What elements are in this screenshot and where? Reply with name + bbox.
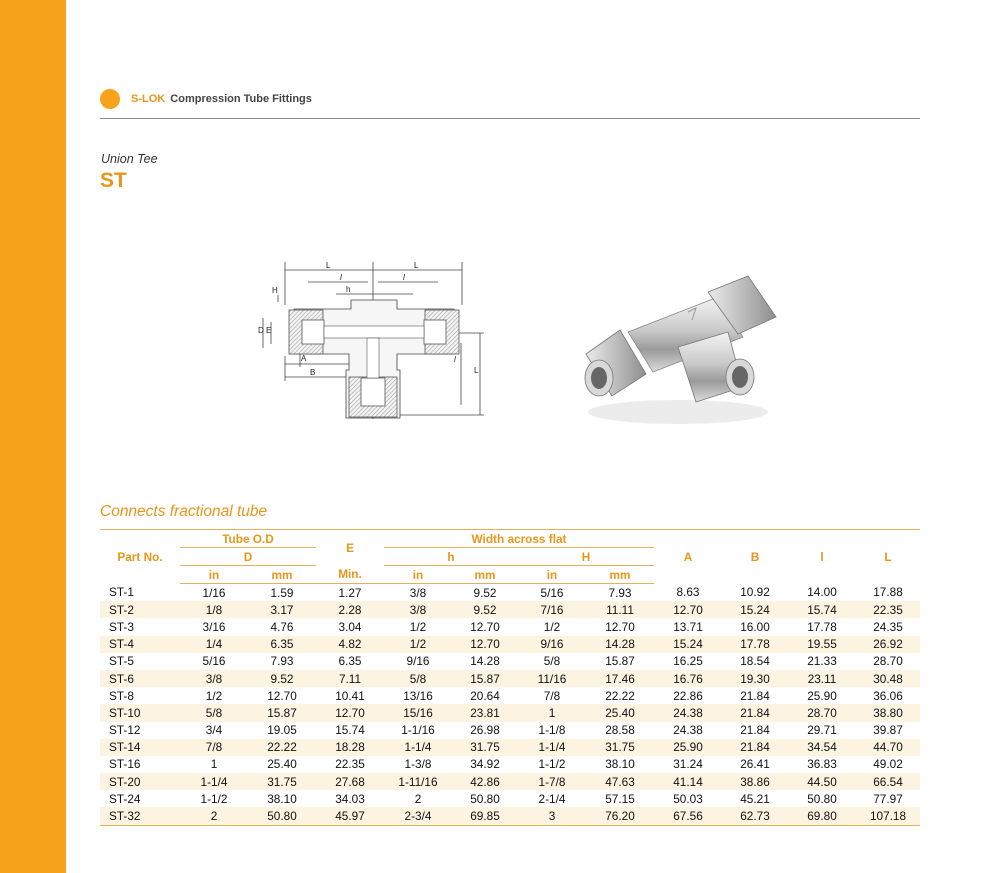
header-unit: mm: [452, 566, 518, 584]
table-cell: 3.17: [248, 601, 316, 618]
table-cell: 1-1/4: [518, 739, 586, 756]
table-cell: 4.76: [270, 619, 294, 634]
table-cell: 45.21: [740, 791, 770, 806]
table-cell: 22.86: [673, 688, 703, 703]
table-cell: 20.64: [470, 688, 500, 703]
table-cell: 1-7/8: [518, 773, 586, 790]
table-row: [100, 653, 920, 670]
table-cell: 1/2: [205, 688, 223, 703]
table-cell: 12.70: [654, 601, 722, 618]
table-cell: 21.84: [722, 739, 788, 756]
table-cell: 1/2: [409, 619, 427, 634]
table-cell: 1: [210, 757, 218, 772]
sidebar-accent-bar: [0, 0, 66, 873]
header-unit: mm: [586, 566, 654, 584]
table-cell: 15.87: [605, 654, 635, 669]
table-cell: 6.35: [248, 636, 316, 653]
table-cell: 14.00: [807, 585, 837, 600]
table-cell: 31.24: [673, 757, 703, 772]
header-unit: Min.: [316, 566, 384, 584]
table-cell: 17.78: [722, 636, 788, 653]
table-cell: 50.80: [470, 791, 500, 806]
table-cell: 1-1/2: [538, 757, 566, 772]
table-cell: 18.28: [316, 739, 384, 756]
table-cell: 6.35: [338, 654, 362, 669]
table-cell: 21.33: [807, 654, 837, 669]
table-cell: 39.87: [873, 723, 903, 738]
table-cell: 31.75: [248, 773, 316, 790]
part-number-cell: ST-20: [100, 773, 180, 790]
table-cell: 1-3/8: [404, 757, 432, 772]
table-cell: 9.52: [452, 601, 518, 618]
table-cell: 17.88: [873, 585, 903, 600]
table-cell: 41.14: [654, 773, 722, 790]
header-D: D: [180, 548, 316, 566]
table-cell: 3/8: [409, 585, 427, 600]
table-cell: 2: [414, 791, 422, 806]
table-title: Connects fractional tube: [100, 503, 268, 520]
table-cell: 26.41: [740, 757, 770, 772]
table-cell: 22.22: [605, 688, 635, 703]
table-cell: 5/16: [540, 585, 564, 600]
table-cell: 3/16: [202, 619, 226, 634]
table-cell: 15/16: [384, 704, 452, 721]
table-cell: 1-1/8: [538, 723, 566, 738]
table-cell: 1/8: [180, 601, 248, 618]
table-cell: 14.28: [470, 654, 500, 669]
table-cell: 2: [180, 807, 248, 825]
table-cell: 15.24: [722, 601, 788, 618]
table-cell: 1-1/4: [180, 773, 248, 790]
brand-title: [131, 93, 312, 105]
product-photo: [568, 262, 788, 432]
table-cell: 24.35: [873, 619, 903, 634]
table-cell: 22.35: [335, 757, 365, 772]
dim-H: H: [272, 286, 278, 295]
table-row: [100, 773, 920, 790]
dim-l-left: l: [340, 273, 342, 282]
dim-L-vert: L: [474, 366, 479, 375]
table-cell: 1-11/16: [384, 773, 452, 790]
table-cell: 13/16: [403, 688, 433, 703]
table-cell: 3/8: [180, 670, 248, 687]
table-cell: 10.41: [335, 688, 365, 703]
brand-dot-icon: [100, 89, 120, 109]
table-cell: 1-1/4: [384, 739, 452, 756]
part-number-cell: ST-10: [100, 704, 180, 721]
dim-E: E: [266, 326, 272, 335]
table-cell: 2-1/4: [538, 791, 566, 806]
table-cell: 25.90: [807, 688, 837, 703]
table-cell: 44.50: [788, 773, 856, 790]
table-cell: 31.75: [586, 739, 654, 756]
table-cell: 1/4: [180, 636, 248, 653]
table-cell: 50.80: [248, 807, 316, 825]
table-cell: 9.52: [473, 585, 497, 600]
table-cell: 21.84: [722, 704, 788, 721]
table-cell: 5/8: [384, 670, 452, 687]
product-subtitle: Union Tee: [101, 152, 158, 166]
table-cell: 19.55: [788, 636, 856, 653]
table-cell: 3: [518, 807, 586, 825]
table-cell: 5/16: [202, 654, 226, 669]
table-cell: 26.92: [856, 636, 920, 653]
header-unit: in: [384, 566, 452, 584]
table-cell: 16.25: [673, 654, 703, 669]
table-cell: 50.03: [673, 791, 703, 806]
table-cell: 26.98: [470, 723, 500, 738]
part-number-cell: ST-16: [109, 757, 141, 772]
dim-l-vert: l: [454, 355, 456, 364]
table-cell: 18.54: [740, 654, 770, 669]
table-cell: 28.58: [605, 723, 635, 738]
table-row: [100, 739, 920, 756]
header-L: L: [856, 530, 920, 584]
table-cell: 28.70: [873, 654, 903, 669]
table-cell: 19.30: [722, 670, 788, 687]
table-cell: 27.68: [316, 773, 384, 790]
header-B: B: [722, 530, 788, 584]
table-cell: 24.38: [654, 704, 722, 721]
table-cell: 16.00: [740, 619, 770, 634]
table-row: [100, 584, 920, 602]
header-part-no: Part No.: [100, 530, 180, 584]
table-cell: 1/2: [384, 636, 452, 653]
table-cell: 25.40: [267, 757, 297, 772]
table-cell: 10.92: [740, 585, 770, 600]
table-cell: 30.48: [856, 670, 920, 687]
table-cell: 5/8: [543, 654, 561, 669]
table-cell: 17.78: [807, 619, 837, 634]
table-cell: 49.02: [873, 757, 903, 772]
table-cell: 11.11: [586, 601, 654, 618]
table-cell: 67.56: [654, 807, 722, 825]
table-row: [100, 704, 920, 721]
table-cell: 15.87: [452, 670, 518, 687]
table-row: [100, 670, 920, 687]
header-E: E: [316, 530, 384, 566]
table-cell: 21.84: [740, 688, 770, 703]
table-cell: 36.83: [807, 757, 837, 772]
header-H: H: [518, 548, 654, 566]
table-cell: 34.92: [470, 757, 500, 772]
table-cell: 19.05: [267, 723, 297, 738]
table-cell: 22.35: [856, 601, 920, 618]
table-cell: 21.84: [740, 723, 770, 738]
table-cell: 3/4: [205, 723, 223, 738]
header-unit: in: [180, 566, 248, 584]
header-unit: in: [518, 566, 586, 584]
table-cell: 38.10: [267, 791, 297, 806]
table-cell: 7.93: [270, 654, 294, 669]
brand-title-text: Compression Tube Fittings: [170, 93, 312, 105]
table-cell: 12.70: [267, 688, 297, 703]
table-cell: 25.40: [586, 704, 654, 721]
table-cell: 7.93: [608, 585, 632, 600]
table-cell: 3/8: [384, 601, 452, 618]
table-cell: 38.80: [856, 704, 920, 721]
table-cell: 25.90: [654, 739, 722, 756]
table-cell: 34.03: [335, 791, 365, 806]
technical-drawing: [256, 260, 500, 430]
part-number-cell: ST-4: [100, 636, 180, 653]
table-cell: 7/16: [518, 601, 586, 618]
table-cell: 14.28: [586, 636, 654, 653]
product-code: ST: [100, 169, 127, 192]
part-number-cell: ST-2: [100, 601, 180, 618]
table-row: [100, 790, 920, 807]
dim-h: h: [346, 285, 351, 294]
table-cell: 1/2: [543, 619, 561, 634]
table-cell: 15.74: [335, 723, 365, 738]
table-cell: 12.70: [316, 704, 384, 721]
dim-l-right: l: [403, 273, 405, 282]
dim-L-right: L: [414, 261, 419, 270]
page-header: [100, 86, 920, 119]
dim-D: D: [258, 326, 264, 335]
table-cell: 1.59: [270, 585, 294, 600]
table-cell: 1/16: [202, 585, 226, 600]
table-cell: 7.11: [316, 670, 384, 687]
table-cell: 42.86: [452, 773, 518, 790]
table-cell: 38.10: [605, 757, 635, 772]
table-row: [100, 601, 920, 618]
table-cell: 44.70: [856, 739, 920, 756]
table-cell: 9/16: [518, 636, 586, 653]
table-cell: 12.70: [470, 619, 500, 634]
part-number-cell: ST-14: [100, 739, 180, 756]
part-number-cell: ST-12: [109, 723, 141, 738]
table-cell: 38.86: [722, 773, 788, 790]
part-number-cell: ST-1: [109, 585, 134, 600]
table-cell: 29.71: [807, 723, 837, 738]
header-unit: mm: [248, 566, 316, 584]
table-cell: 12.70: [452, 636, 518, 653]
part-number-cell: ST-8: [109, 688, 134, 703]
table-cell: 1-1/16: [401, 723, 435, 738]
table-cell: 24.38: [673, 723, 703, 738]
table-cell: 7/8: [543, 688, 561, 703]
brand-prefix: S-LOK: [131, 93, 166, 105]
part-number-cell: ST-6: [100, 670, 180, 687]
table-cell: 15.74: [788, 601, 856, 618]
table-cell: 23.11: [788, 670, 856, 687]
table-cell: 15.24: [654, 636, 722, 653]
table-cell: 36.06: [873, 688, 903, 703]
part-number-cell: ST-24: [109, 791, 141, 806]
table-cell: 66.54: [856, 773, 920, 790]
table-cell: 7/8: [180, 739, 248, 756]
table-cell: 77.97: [873, 791, 903, 806]
table-cell: 28.70: [788, 704, 856, 721]
part-number-cell: ST-3: [109, 619, 134, 634]
table-cell: 76.20: [586, 807, 654, 825]
table-cell: 1.27: [338, 585, 362, 600]
table-cell: 62.73: [722, 807, 788, 825]
spec-table-body: [100, 584, 920, 826]
table-cell: 22.22: [248, 739, 316, 756]
table-cell: 1-1/2: [200, 791, 228, 806]
table-cell: 12.70: [605, 619, 635, 634]
table-cell: 69.85: [452, 807, 518, 825]
table-cell: 45.97: [316, 807, 384, 825]
header-width-across-flat: Width across flat: [384, 530, 654, 548]
header-l: l: [788, 530, 856, 584]
dim-B: B: [310, 368, 316, 377]
table-row: [100, 636, 920, 653]
table-cell: 17.46: [586, 670, 654, 687]
table-cell: 3.04: [338, 619, 362, 634]
table-cell: 4.82: [316, 636, 384, 653]
part-number-cell: ST-32: [100, 807, 180, 825]
table-row: [100, 618, 920, 635]
table-row: [100, 807, 920, 825]
part-number-cell: ST-5: [109, 654, 134, 669]
table-cell: 9.52: [248, 670, 316, 687]
table-cell: 47.63: [586, 773, 654, 790]
spec-table: [100, 529, 920, 826]
table-row: [100, 687, 920, 704]
dim-L-left: L: [326, 261, 331, 270]
table-cell: 107.18: [856, 807, 920, 825]
table-cell: 13.71: [673, 619, 703, 634]
table-cell: 2-3/4: [384, 807, 452, 825]
table-cell: 11/16: [518, 670, 586, 687]
table-cell: 57.15: [605, 791, 635, 806]
table-cell: 50.80: [807, 791, 837, 806]
table-cell: 69.80: [788, 807, 856, 825]
table-cell: 31.75: [452, 739, 518, 756]
table-row: [100, 722, 920, 739]
table-cell: 16.76: [654, 670, 722, 687]
dim-A: A: [301, 354, 307, 363]
table-cell: 1: [518, 704, 586, 721]
table-row: [100, 756, 920, 773]
header-h: h: [384, 548, 518, 566]
header-tube-od: Tube O.D: [180, 530, 316, 548]
table-cell: 9/16: [406, 654, 430, 669]
table-cell: 23.81: [452, 704, 518, 721]
table-cell: 2.28: [316, 601, 384, 618]
table-cell: 5/8: [180, 704, 248, 721]
header-A: A: [654, 530, 722, 584]
table-cell: 8.63: [676, 585, 700, 600]
table-cell: 15.87: [248, 704, 316, 721]
table-cell: 34.54: [788, 739, 856, 756]
